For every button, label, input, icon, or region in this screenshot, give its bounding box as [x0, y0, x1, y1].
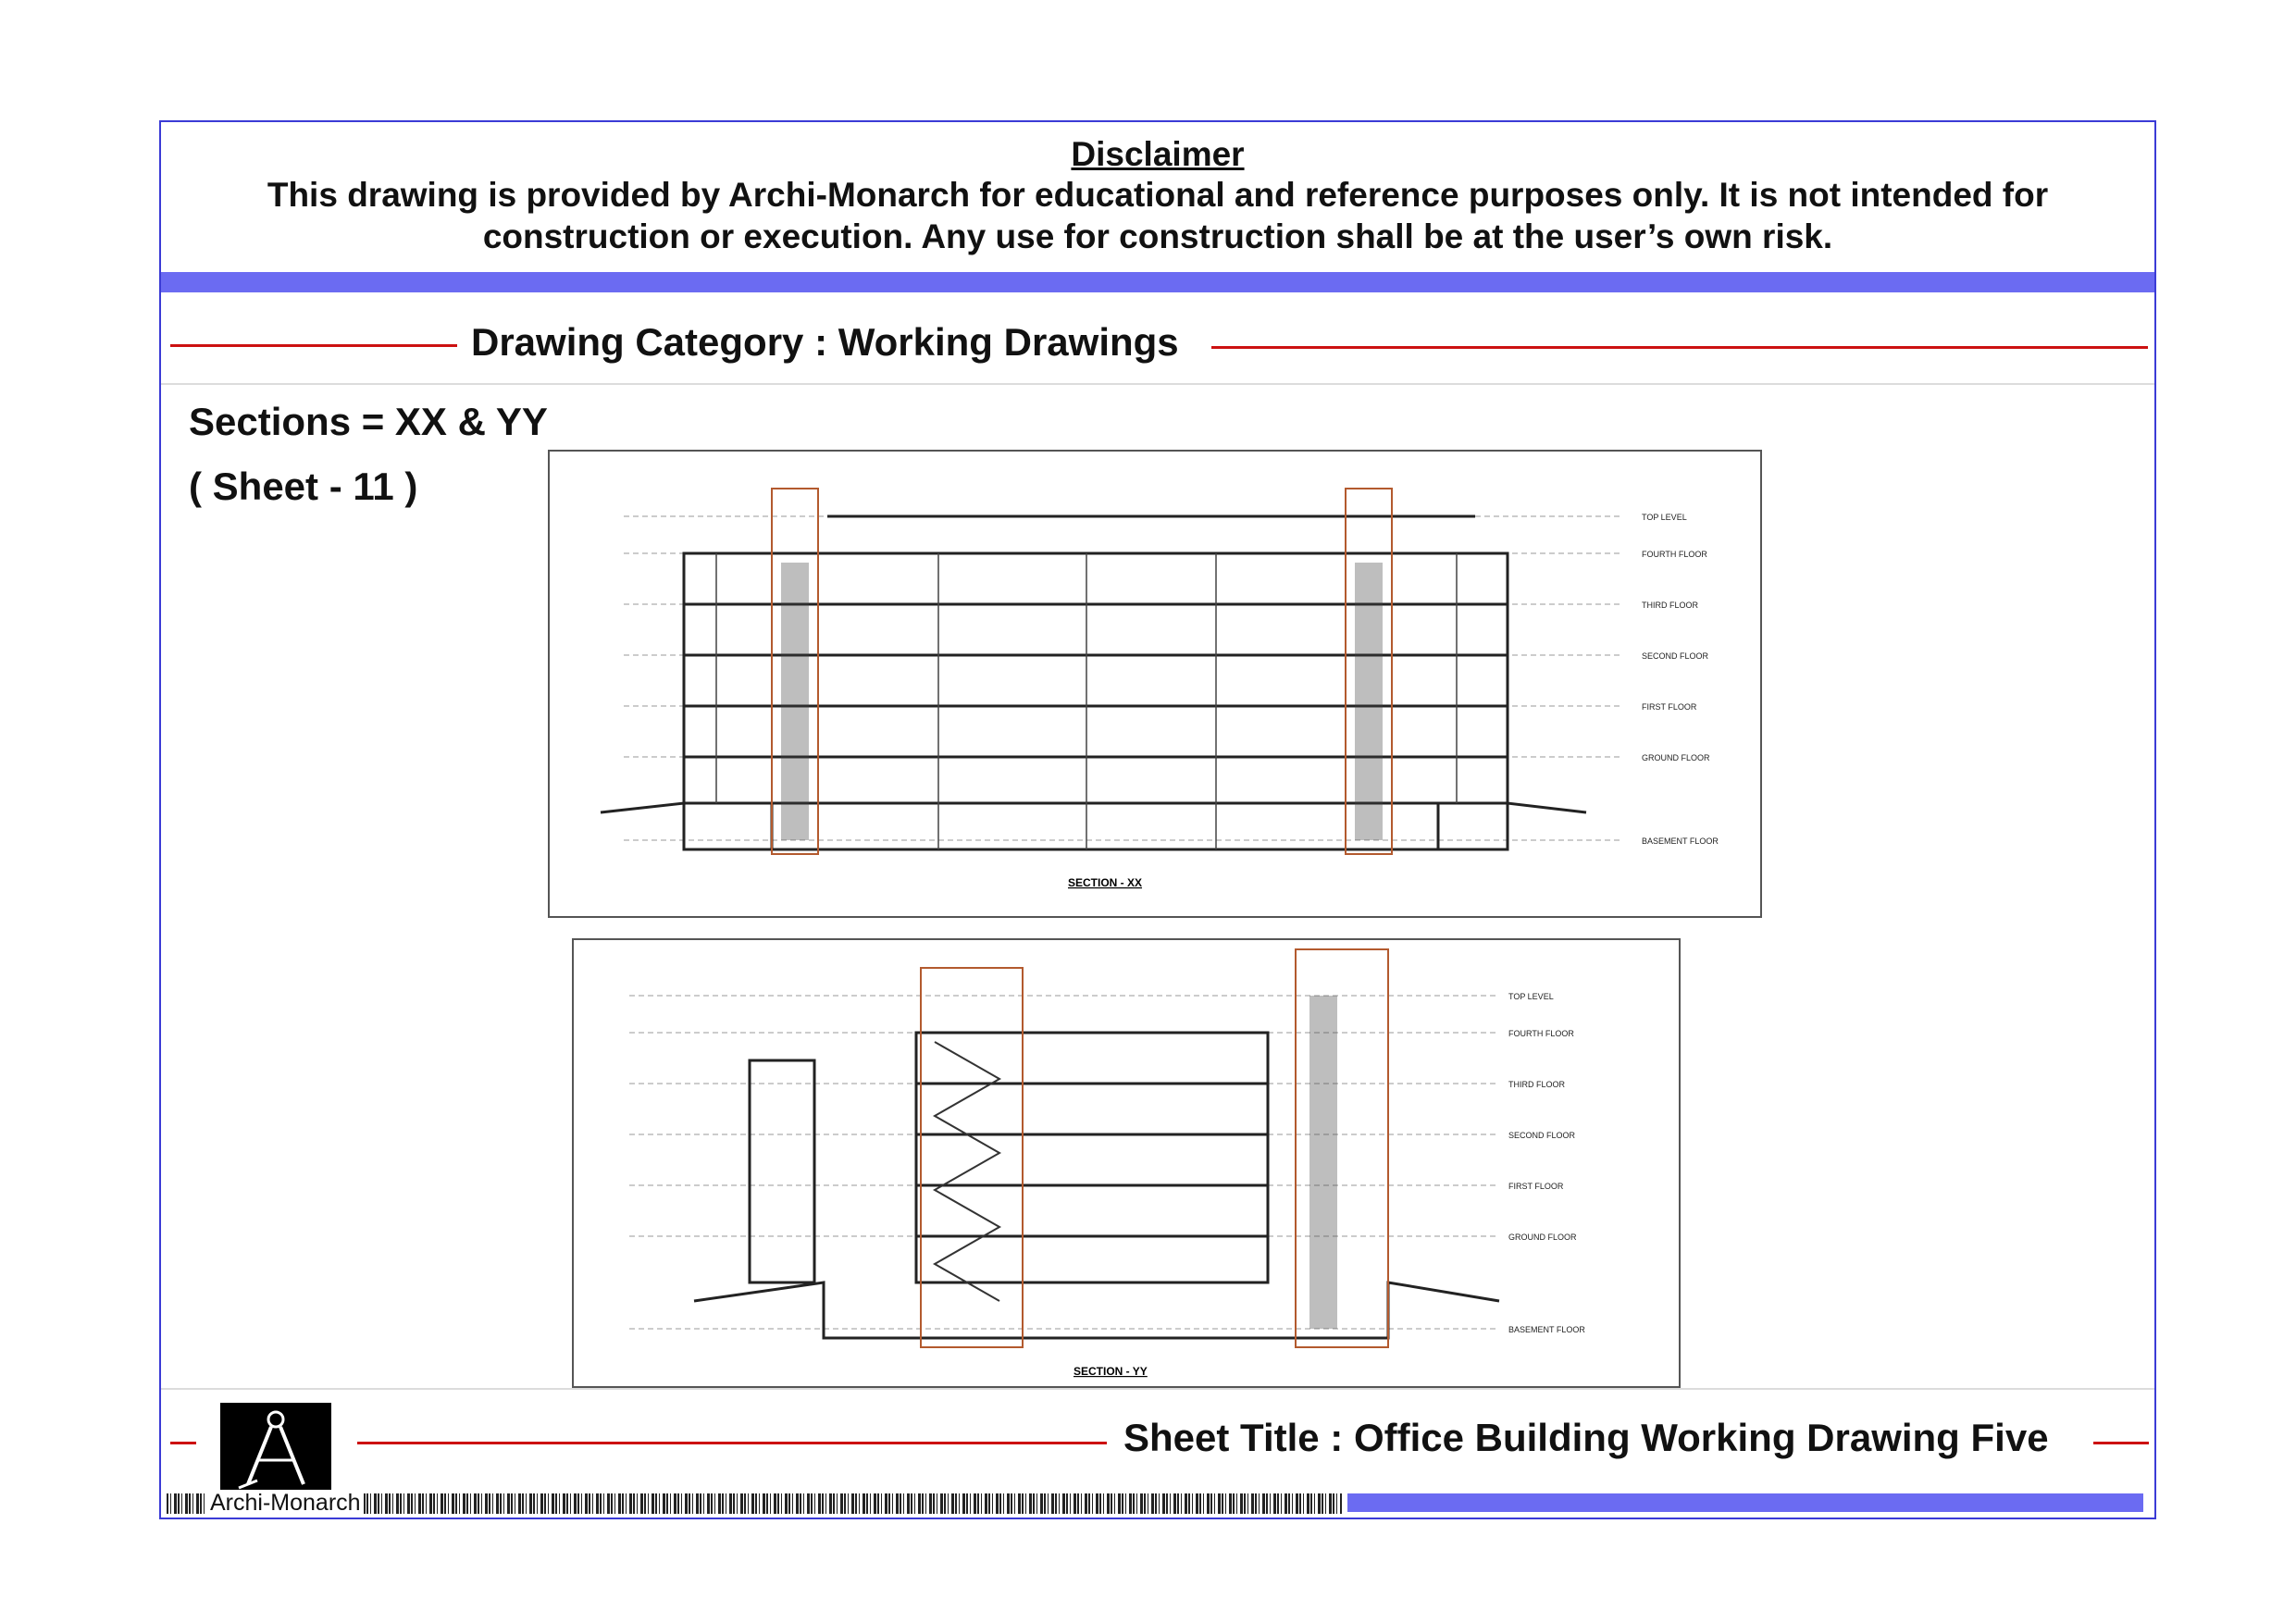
title-block — [161, 1388, 2154, 1521]
section-yy-drawing — [572, 938, 1681, 1388]
drawing-sheet — [159, 120, 2156, 1519]
level-label: GROUND FLOOR — [1508, 1233, 1577, 1242]
section-yy-caption: SECTION - YY — [1074, 1365, 1148, 1378]
drawing-category-title: Drawing Category : Working Drawings — [471, 320, 1179, 364]
footer-rule-right — [2093, 1442, 2149, 1444]
brand-label: Archi-Monarch — [207, 1490, 364, 1517]
category-rule-right — [1211, 346, 2148, 349]
level-label: SECOND FLOOR — [1508, 1131, 1576, 1140]
disclaimer-text: This drawing is provided by Archi-Monarch for educational and reference purposes only. It is not intended for construction or execution. Any use for construction shall be at the user’s own risk. — [267, 176, 2049, 255]
disclaimer-title: Disclaimer — [1071, 135, 1245, 173]
level-label: BASEMENT FLOOR — [1508, 1325, 1585, 1334]
sheet-number: ( Sheet - 11 ) — [189, 465, 418, 508]
compass-icon — [220, 1403, 331, 1495]
section-xx-svg — [550, 452, 1760, 916]
level-label: BASEMENT FLOOR — [1642, 836, 1719, 846]
section-xx-caption: SECTION - XX — [1068, 876, 1143, 889]
footer-accent-bar — [1347, 1493, 2143, 1512]
level-label: FIRST FLOOR — [1642, 702, 1697, 712]
level-label: FOURTH FLOOR — [1508, 1029, 1574, 1038]
category-rule-left — [170, 344, 457, 347]
level-label: THIRD FLOOR — [1508, 1080, 1566, 1089]
level-label: TOP LEVEL — [1508, 992, 1554, 1001]
level-label: SECOND FLOOR — [1642, 651, 1709, 661]
level-label: FOURTH FLOOR — [1642, 550, 1707, 559]
category-row — [161, 292, 2154, 385]
level-label: FIRST FLOOR — [1508, 1182, 1564, 1191]
sections-label: Sections = XX & YY — [189, 400, 548, 443]
level-label: THIRD FLOOR — [1642, 601, 1699, 610]
footer-rule-mid — [357, 1442, 1107, 1444]
disclaimer-block — [161, 122, 2154, 270]
disclaimer-accent-bar — [161, 272, 2154, 292]
footer-rule-left — [170, 1442, 196, 1444]
archi-monarch-logo — [220, 1403, 331, 1495]
section-yy-svg — [574, 940, 1679, 1386]
level-label: TOP LEVEL — [1642, 513, 1687, 522]
section-xx-drawing — [548, 450, 1762, 918]
sheet-title: Sheet Title : Office Building Working Drawing Five — [1123, 1416, 2049, 1459]
level-label: GROUND FLOOR — [1642, 753, 1710, 762]
